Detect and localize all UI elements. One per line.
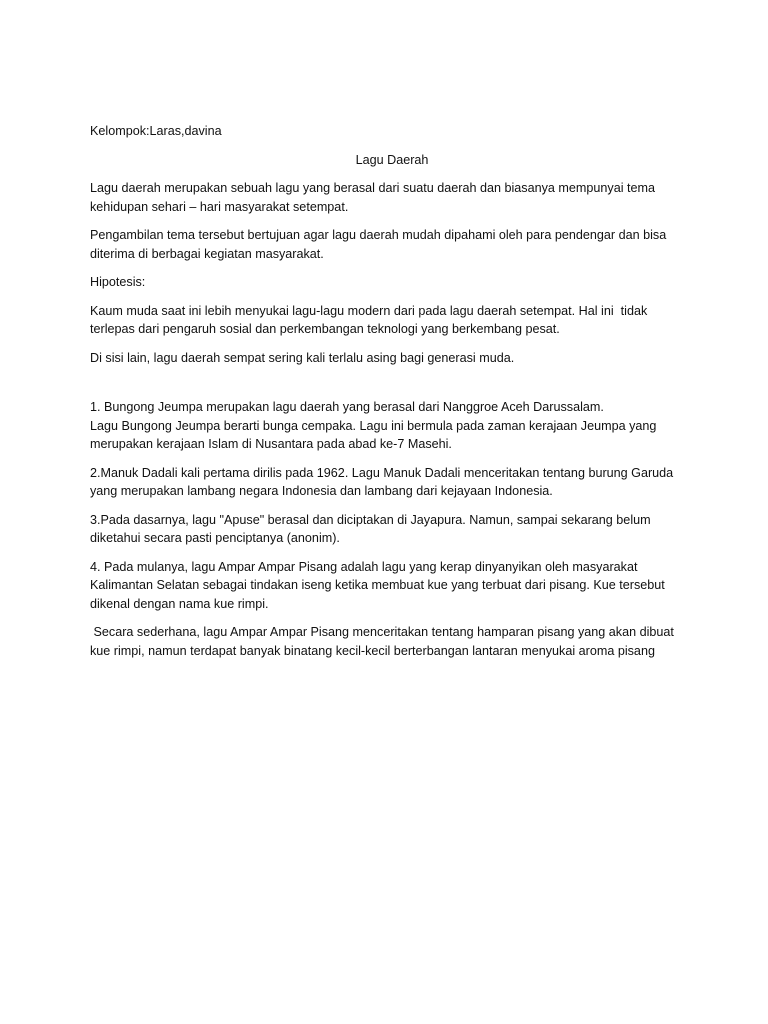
item-2: 2.Manuk Dadali kali pertama dirilis pada 1962. Lagu Manuk Dadali menceritakan tentang burung Garuda yang merupakan lambang negara Indonesia dan lambang dari kejayaan Indonesia. — [90, 465, 677, 498]
group-line: Kelompok:Laras,davina — [90, 124, 222, 138]
blank-line — [90, 377, 680, 398]
document-body — [90, 122, 680, 670]
hypothesis-paragraph-2: Di sisi lain, lagu daerah sempat sering kali terlalu asing bagi generasi muda. — [90, 350, 515, 365]
item-3: 3.Pada dasarnya, lagu "Apuse" berasal dan diciptakan di Jayapura. Namun, sampai sekarang belum diketahui secara pasti penciptanya (anonim). — [90, 512, 655, 545]
item-1-description: Lagu Bungong Jeumpa berarti bunga cempaka. Lagu ini bermula pada zaman kerajaan Jeumpa yang merupakan kerajaan Islam di Nusantara pada abad ke-7 Masehi. — [90, 418, 660, 451]
item-1-title: 1. Bungong Jeumpa merupakan lagu daerah yang berasal dari Nanggroe Aceh Darussalam. — [90, 400, 604, 414]
item-4-continued: Secara sederhana, lagu Ampar Ampar Pisang menceritakan tentang hamparan pisang yang akan dibuat kue rimpi, namun terdapat banyak binatang kecil-kecil berterbangan lantaran menyukai aroma pisang — [90, 625, 678, 658]
paragraph-theme: Pengambilan tema tersebut bertujuan agar lagu daerah mudah dipahami oleh para pendengar dan bisa diterima di berbagai kegiatan masyarakat. — [90, 228, 670, 261]
hypothesis-paragraph-1: Kaum muda saat ini lebih menyukai lagu-lagu modern dari pada lagu daerah setempat. Hal ini tidak terlepas dari pengaruh sosial dan perkembangan teknologi yang berkembang pesat. — [90, 303, 651, 336]
document-title: Lagu Daerah — [355, 152, 429, 167]
paragraph-intro: Lagu daerah merupakan sebuah lagu yang berasal dari suatu daerah dan biasanya mempunyai tema kehidupan sehari – hari masyarakat setempat. — [90, 181, 659, 214]
item-4: 4. Pada mulanya, lagu Ampar Ampar Pisang adalah lagu yang kerap dinyanyikan oleh masyarakat Kalimantan Selatan sebagai tindakan iseng ketika membuat kue yang terbuat dari pisang. Kue tersebut dikenal dengan nama kue rimpi. — [90, 559, 669, 611]
hypothesis-label: Hipotesis: — [90, 275, 146, 289]
